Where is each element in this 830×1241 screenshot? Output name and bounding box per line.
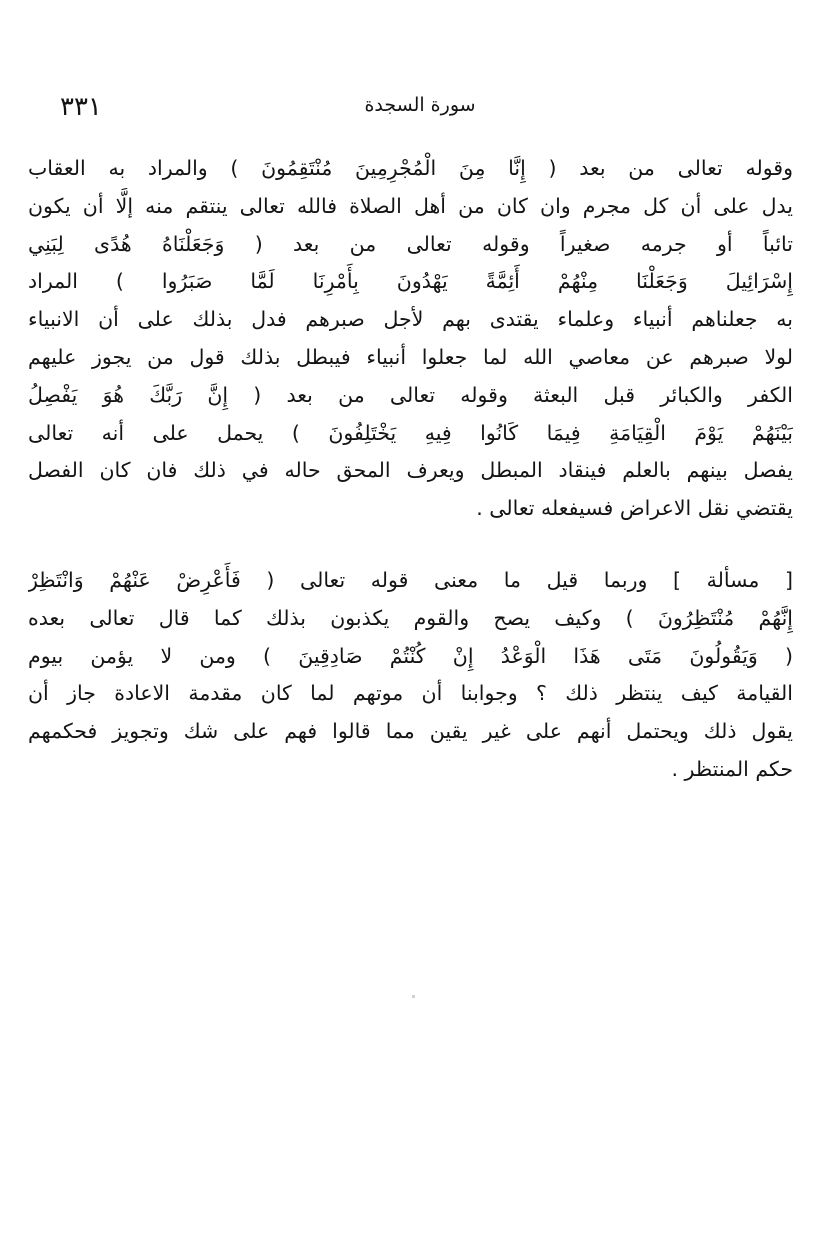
paragraph-1 [28, 150, 793, 528]
paragraph-2 [28, 562, 793, 789]
text-line: [ مسألة ] وربما قيل ما معنى قوله تعالى ( فَأَعْرِضْ عَنْهُمْ وَانْتَظِرْ [28, 568, 793, 592]
text-line: لولا صبرهم عن معاصي الله لما جعلوا أنبياء فيبطل بذلك قول من يجوز عليهم [28, 344, 793, 369]
running-head [50, 92, 790, 132]
text-line: به جعلناهم أنبياء وعلماء يقتدى بهم لأجل صبرهم فدل بذلك على أن الانبياء [28, 307, 793, 332]
text-line: يقتضي نقل الاعراض فسيفعله تعالى . [476, 496, 793, 521]
page-number: ٣٣١ [60, 92, 102, 122]
text-line: يدل على أن كل مجرم وان كان من أهل الصلاة فالله تعالى ينتقم منه إلَّا أن يكون [28, 193, 793, 218]
text-line: بَيْنَهُمْ يَوْمَ الْقِيَامَةِ فِيمَا كَانُوا فِيهِ يَخْتَلِفُونَ ) يحمل على أنه تعالى [28, 420, 793, 445]
text-line: الكفر والكبائر قبل البعثة وقوله تعالى من بعد ( إِنَّ رَبَّكَ هُوَ يَفْصِلُ [28, 382, 793, 407]
scan-speck [412, 995, 415, 998]
text-line: القيامة كيف ينتظر ذلك ؟ وجوابنا أن موتهم لما كان مقدمة الاعادة جاز أن [28, 681, 793, 706]
text-line: ( وَيَقُولُونَ مَتَى هَذَا الْوَعْدُ إِنْ كُنْتُمْ صَادِقِينَ ) ومن لا يؤمن بيوم [28, 643, 793, 668]
text-line: يفصل بينهم بالعلم فينقاد المبطل ويعرف المحق حاله في ذلك فان كان الفصل [28, 458, 793, 483]
text-line: حكم المنتظر . [671, 756, 793, 781]
text-line: إِنَّهُمْ مُنْتَظِرُونَ ) وكيف يصح والقوم يكذبون بذلك كما قال تعالى بعده [28, 605, 793, 630]
text-line: إِسْرَائِيلَ وَجَعَلْنَا مِنْهُمْ أَئِمَّةً يَهْدُونَ بِأَمْرِنَا لَمَّا صَبَرُوا ) المراد [28, 269, 793, 294]
text-line: وقوله تعالى من بعد ( إِنَّا مِنَ الْمُجْرِمِينَ مُنْتَقِمُونَ ) والمراد به العقاب [28, 156, 793, 180]
surah-title: سورة السجدة [364, 94, 476, 116]
text-line: تائباً أو جرمه صغيراً وقوله تعالى من بعد ( وَجَعَلْنَاهُ هُدًى لِبَنِي [28, 231, 793, 256]
text-line: يقول ذلك ويحتمل أنهم على غير يقين مما قالوا فهم على شك وتجويز فحكمهم [28, 719, 793, 744]
